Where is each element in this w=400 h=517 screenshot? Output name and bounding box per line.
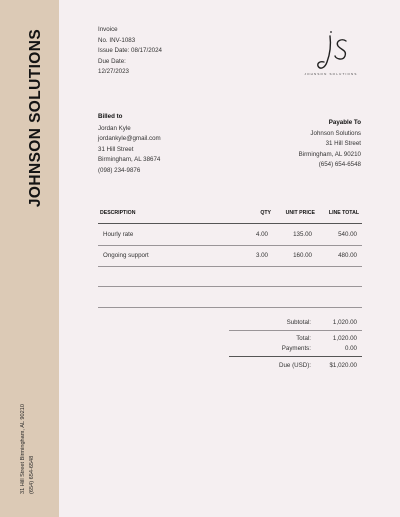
issue-date: Issue Date: 08/17/2024 [98, 47, 162, 54]
row-divider [98, 245, 362, 246]
billed-to-city: Birmingham, AL 38674 [98, 156, 161, 163]
row-divider [98, 266, 362, 267]
row-description: Ongoing support [103, 252, 149, 259]
payable-to-city: Birmingham, AL 90210 [298, 150, 361, 158]
billed-to-phone: (098) 234-9876 [98, 166, 141, 174]
payments-value: 0.00 [344, 345, 357, 352]
col-header-line-total: LINE TOTAL [328, 210, 359, 216]
total-label: Total: [296, 335, 311, 342]
row-divider [98, 307, 362, 308]
sidebar-address: 31 Hill Street Birmingham, AL 90210 [20, 404, 26, 494]
table-header-divider [98, 223, 362, 224]
company-name-vertical: JOHNSON SOLUTIONS [27, 28, 44, 208]
payments-label: Payments: [281, 345, 311, 352]
logo [300, 28, 362, 78]
due-date-label: Due Date: [98, 57, 126, 65]
col-header-description: DESCRIPTION [100, 210, 136, 216]
row-unit-price: 135.00 [293, 231, 312, 238]
col-header-unit-price: UNIT PRICE [285, 210, 315, 216]
due-value: $1,020.00 [329, 362, 357, 369]
row-description: Hourly rate [103, 231, 134, 238]
payable-to-phone: (654) 654-6548 [318, 161, 361, 168]
subtotal-divider [229, 330, 362, 331]
invoice-title: Invoice [98, 26, 118, 33]
col-header-qty: QTY [260, 210, 271, 216]
js-monogram-icon [300, 28, 362, 74]
billed-to-name: Jordan Kyle [98, 124, 131, 132]
billed-to-heading: Billed to [98, 113, 123, 120]
subtotal-value: 1,020.00 [332, 319, 357, 326]
row-qty: 4.00 [255, 231, 268, 238]
total-value: 1,020.00 [332, 335, 357, 342]
sidebar-contact [19, 404, 37, 494]
payable-to-name: Johnson Solutions [310, 129, 361, 137]
billed-to-street: 31 Hill Street [98, 145, 134, 153]
due-label: Due (USD): [279, 362, 311, 369]
sidebar-phone: (654) 654-6548 [29, 455, 35, 494]
invoice-number: No. INV-1083 [98, 36, 136, 44]
billed-to-email: jordankyle@gmail.com [98, 135, 161, 142]
row-unit-price: 160.00 [293, 252, 312, 259]
due-divider [229, 356, 362, 357]
row-divider [98, 286, 362, 287]
due-date-value: 12/27/2023 [98, 68, 129, 75]
logo-tagline: JOHNSON SOLUTIONS [304, 72, 358, 76]
payable-to-street: 31 Hill Street [325, 140, 361, 147]
row-line-total: 540.00 [338, 231, 357, 238]
payable-to-heading: Payable To [328, 119, 361, 126]
row-qty: 3.00 [255, 252, 268, 259]
row-line-total: 480.00 [338, 252, 357, 259]
subtotal-label: Subtotal: [286, 319, 311, 326]
